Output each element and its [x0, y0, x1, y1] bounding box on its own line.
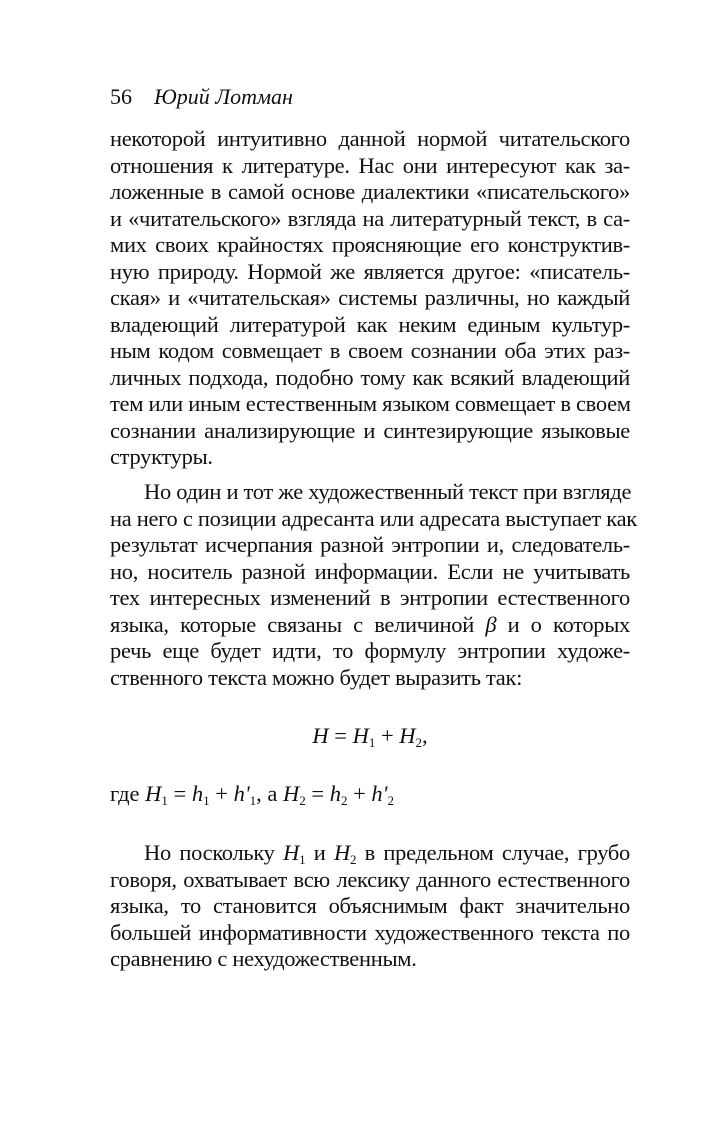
formula-symbol: H [352, 723, 369, 748]
beta-symbol: β [485, 611, 497, 637]
formula-text: , а [256, 781, 278, 806]
text-line: ным кодом совмещает в своем сознании оба этих раз- [110, 338, 630, 363]
running-head [110, 84, 293, 110]
formula-operator: = [173, 781, 187, 806]
text-line: владеющий литературой как неким единым культур- [110, 311, 630, 337]
formula-operator: = [334, 723, 347, 748]
text-line: тем или иным естественным языком совмещает в своем [110, 391, 631, 416]
formula-operator: = [311, 781, 325, 806]
paragraph-3 [110, 840, 630, 973]
entropy-formula [110, 722, 630, 750]
formula-subscript: 2 [387, 793, 394, 808]
text-line: Но один и тот же художественный текст при взгляде [144, 479, 632, 504]
formula-text: где [110, 781, 140, 806]
formula-subscript: 1 [368, 735, 376, 750]
formula-subscript: 1 [249, 793, 257, 808]
formula-subscript: 1 [299, 852, 306, 867]
text-line: сознании анализирующие и синтезирующие языковые [110, 417, 630, 443]
text-line: сравнению с нехудожественным. [110, 946, 417, 971]
running-title: Юрий Лотман [154, 84, 293, 109]
formula-subscript: 2 [340, 793, 348, 808]
formula-subscript: 2 [349, 852, 357, 867]
text-line: ложенные в самой основе диалектики «писательского» [110, 179, 630, 204]
formula-subscript: 2 [299, 793, 306, 808]
formula-operator: + [353, 781, 366, 806]
text-run: и [313, 840, 326, 865]
text-run: Но поскольку [144, 840, 275, 865]
formula-symbol: h' [233, 781, 250, 806]
text-line: структуры. [110, 444, 213, 469]
text-line: личных подхода, подобно тому как всякий владеющий [110, 364, 630, 390]
formula-symbol: h [329, 781, 341, 806]
text-line: говоря, охватывает всю лексику данного естественного [110, 866, 630, 892]
text-line: отношения к литературе. Нас они интересуют как за- [110, 152, 630, 178]
text-run: и о которых [507, 611, 631, 637]
text-line: ственного текста можно будет выразить так: [110, 664, 523, 690]
formula-symbol: H [333, 840, 350, 865]
text-line: мих своих крайностях проясняющие его конструктив- [110, 232, 630, 257]
text-line: речь еще будет идти, то формулу энтропии художе- [110, 638, 630, 663]
formula-subscript: 2 [415, 735, 423, 750]
text-line: большей информативности художественного текста по [110, 919, 630, 945]
formula-subscript: 1 [161, 793, 168, 808]
text-run: языка, которые связаны с величиной [110, 611, 474, 637]
formula-symbol: H [399, 723, 416, 748]
formula-symbol: H [283, 840, 300, 865]
text-line: и «читательского» взгляда на литературный текст, в са- [110, 205, 630, 231]
formula-punctuation: , [422, 723, 428, 748]
text-line: языка, то становится объяснимым факт значительно [110, 893, 630, 918]
formula-symbol: h' [371, 781, 388, 806]
formula-operator: + [380, 723, 394, 748]
formula-definitions [110, 780, 394, 808]
text-line: результат исчерпания разной энтропии и, следователь- [110, 532, 630, 557]
text-line [110, 840, 630, 867]
paragraph-1 [110, 126, 630, 471]
text-line: на него с позиции адресанта или адресата выступает как [110, 505, 637, 531]
text-line: тех интересных изменений в энтропии естественного [110, 585, 630, 610]
text-line: но, носитель разной информации. Если не учитывать [110, 558, 630, 584]
page-number: 56 [110, 84, 132, 109]
text-line: ную природу. Нормой же является другое: «писатель- [110, 258, 630, 284]
text-line: ская» и «читательская» системы различны, но каждый [110, 285, 630, 310]
formula-symbol: H [312, 723, 329, 748]
formula-operator: + [215, 781, 228, 806]
paragraph-2 [110, 479, 637, 691]
text-line [110, 612, 630, 639]
formula-symbol: H [283, 781, 300, 806]
text-line: некоторой интуитивно данной нормой читательского [110, 126, 630, 151]
formula-symbol: h [191, 781, 204, 806]
formula-subscript: 1 [203, 793, 210, 808]
formula-symbol: H [145, 781, 162, 806]
text-run: в предельном случае, грубо [364, 840, 631, 865]
